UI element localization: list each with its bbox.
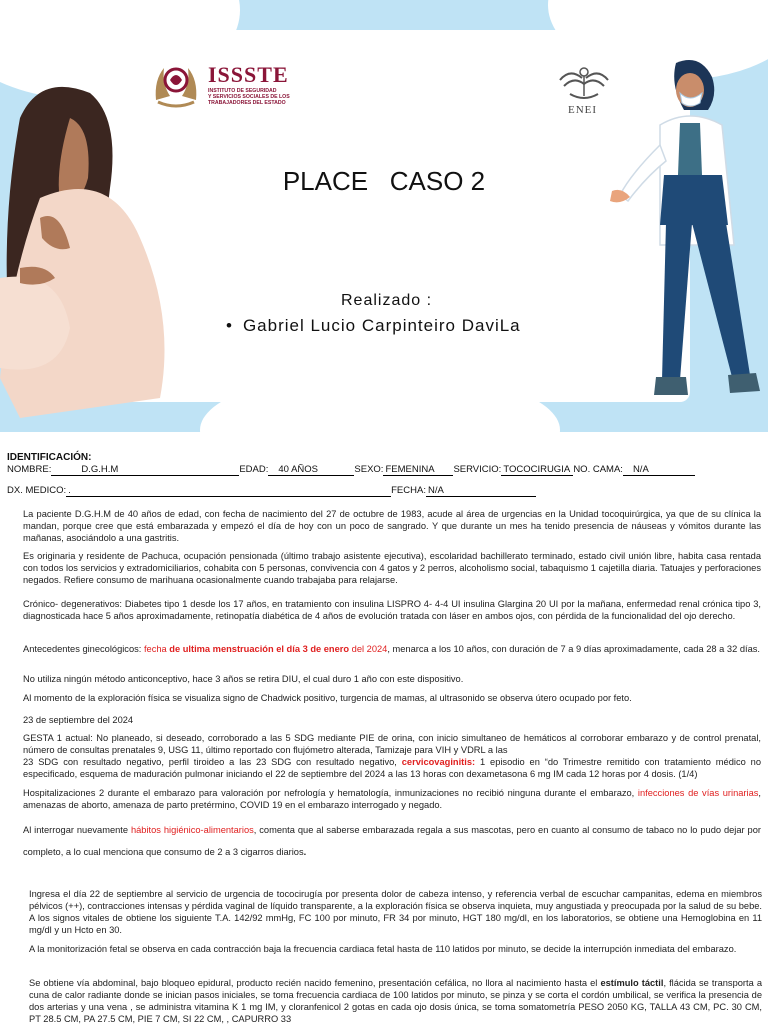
nombre-field: D.G.H.M — [51, 465, 239, 476]
author-name — [226, 316, 521, 336]
fecha-field: N/A — [426, 486, 536, 497]
page-title: PLACE CASO 2 — [282, 166, 486, 196]
paragraph-gesta: GESTA 1 actual: No planeado, si deseado, corroborado a las 5 SDG mediante PIE de orina, con inicio simultaneo de hemáticos al corroborar embarazo y de control prenatal, número de consultas prenatales 9, USG 11, último reportado con flujómetro alterada, Tamizaje para VIH y VDRL a las — [23, 733, 761, 755]
paragraph-presentation: La paciente D.G.H.M de 40 años de edad, con fecha de nacimiento del 27 de octubre de 1983, acude al área de urgencias en la Unidad tocoquirúrgica, ya que de su clínica la mandan, porque cree que está embarazada y empezó el día de hoy con un poco de sangrado. Y que durante un mes ha tenido presencia de náuseas y vómitos durante las mañanas, asociándolo a una gastritis. — [23, 509, 761, 543]
identification-heading: IDENTIFICACIÓN: — [7, 452, 92, 463]
cama-field: N/A — [623, 465, 695, 476]
author-text: Gabriel Lucio Carpinteiro DaviLa — [242, 316, 521, 335]
paragraph-date: 23 de septiembre del 2024 — [23, 715, 134, 725]
issste-wordmark: ISSSTE — [208, 62, 289, 87]
paragraph-social: Es originaria y residente de Pachuca, ocupación pensionada (último trabajo asistente ejecutiva), escolaridad bachillerato terminado, estado civil unión libre, habita casa rentada con todos los servicios y extradomiciliarios, cohabita con 5 personas, convivencia con 4 gatos y 2 perros, alcoholismo social, tabaquismo 1 cajetilla diaria. Tatuajes y perforaciones negados. Refiere consumo de marihuana ocasionalmente cuando trabajaba para relajarse. — [23, 551, 761, 585]
paragraph-gynecologic: Antecedentes ginecológicos: fecha de ultima menstruación el día 3 de enero del 2024, menarca a los 10 años, con duración de 7 a 9 días aproximadamente, cada 28 a 32 días. — [23, 644, 760, 654]
cover-slide — [0, 0, 768, 432]
edad-field: 40 AÑOS — [268, 465, 354, 476]
paragraph-chronic: Crónico- degenerativos: Diabetes tipo 1 desde los 17 años, en tratamiento con insulina LISPRO 4- 4-4 UI insulina Glargina 20 UI por la mañana, enfermedad renal crónica tipo 3, diagnosticada hace 5 años aproximadamente, retinopatía diabética de 4 años de evolución tratada con láser en ambos ojos, con pérdida de la funcionalidad del ojo derecho. — [23, 599, 761, 621]
paragraph-monitoring: A la monitorización fetal se observa en cada contracción baja la frecuencia cardiaca fetal hasta de 110 latidos por minuto, se decide la interrupción inmediata del embarazo. — [29, 944, 737, 954]
identification-row-2: DX. MEDICO: . FECHA: N/A — [7, 485, 536, 497]
paragraph-habits: Al interrogar nuevamente hábitos higiénico-alimentarios, comenta que al saberse embarazada regala a sus mascotas, pero en cuanto al consumo de tabaco no lo pudo dejar por completo, a lo cual menciona que consumo de 2 a 3 cigarros diarios. — [23, 825, 761, 857]
paragraph-exam: Al momento de la exploración física se visualiza signo de Chadwick positivo, turgencia de mamas, al ultrasonido se observa útero ocupado por feto. — [23, 693, 632, 703]
issste-subtitle: INSTITUTO DE SEGURIDAD Y SERVICIOS SOCIALES DE LOS TRABAJADORES DEL ESTADO — [208, 88, 290, 106]
paragraph-admission: Ingresa el día 22 de septiembre al servicio de urgencia de tococirugía por presenta dolor de cabeza intenso, y referencia verbal de escuchar campanitas, edema en miembros pélvicos (++), contracciones intensas y pérdida vaginal de líquido transparente, a la exploración física se observa inquieta, muy angustiada y preocupada por la salud de su bebe. A los signos vitales de obtiene los siguiente T.A. 142/92 mmHg, FC 100 por minuto, FR 34 por minuto, HGT 180 mg/dl, en los laboratorios, se obtiene una Hemoglobina en 11 mg/dl y un Hcto en 30. — [29, 889, 762, 935]
paragraph-tests: 23 SDG con resultado negativo, perfil tiroideo a las 23 SDG con resultado negativo, cervicovaginitis: 1 episodio en “do Trimestre remitido con tratamiento médico no especificado, esquema de maduración pulmonar iniciando el 22 de septiembre del 2024 a las 13 horas con dexametasona 6 mg IM cada 12 horas por 4 dosis. (1/4) — [23, 757, 761, 779]
made-by-label: Realizado : — [341, 292, 433, 309]
doctor-illustration — [600, 55, 768, 410]
author-bullet: • — [226, 316, 233, 335]
sexo-field: FEMENINA — [383, 465, 453, 476]
identification-row-1: NOMBRE: D.G.H.M EDAD: 40 AÑOS SEXO: FEMENINA SERVICIO: TOCOCIRUGIA NO. CAMA: N/A — [7, 464, 695, 476]
dx-field: . — [66, 486, 391, 497]
clinical-document — [0, 432, 768, 1024]
pregnant-woman-illustration — [0, 78, 180, 418]
paragraph-delivery: Se obtiene vía abdominal, bajo bloqueo epidural, producto recién nacido femenino, presentación cefálica, no llora al nacimiento hasta el estímulo táctil, flácida se transporta a cuna de calor radiante donde se inician pasos iniciales, se toma frecuencia cardiaca de 100 latidos por minuto, se pinza y se corta el cordón umbilical, se verifica la presencia de dos arterias y una vena , se administra vitamina K 1 mg IM, y cloranfenicol 2 gotas en cada ojo dosis única, se toma somatometría PESO 2050 KG, TALLA 43 CM, PC. 30 CM, PT 28.5 CM, PA 27.5 CM, PIE 7 CM, SI 22 CM, , CAPURRO 33 — [29, 978, 762, 1024]
enei-wordmark: ENEI — [568, 104, 598, 116]
paragraph-hospitalizations: Hospitalizaciones 2 durante el embarazo para valoración por nefrología y hematología, inmunizaciones no recibió ninguna durante el embarazo, infecciones de vías urinarias, amenazas de aborto, amenaza de parto pretérmino, COVID 19 en el embarazo interrogado y negado. — [23, 788, 761, 810]
servicio-field: TOCOCIRUGIA — [501, 465, 573, 476]
paragraph-contraception: No utiliza ningún método anticonceptivo, hace 3 años se retira DIU, el cual duro 1 año con este dispositivo. — [23, 674, 464, 684]
